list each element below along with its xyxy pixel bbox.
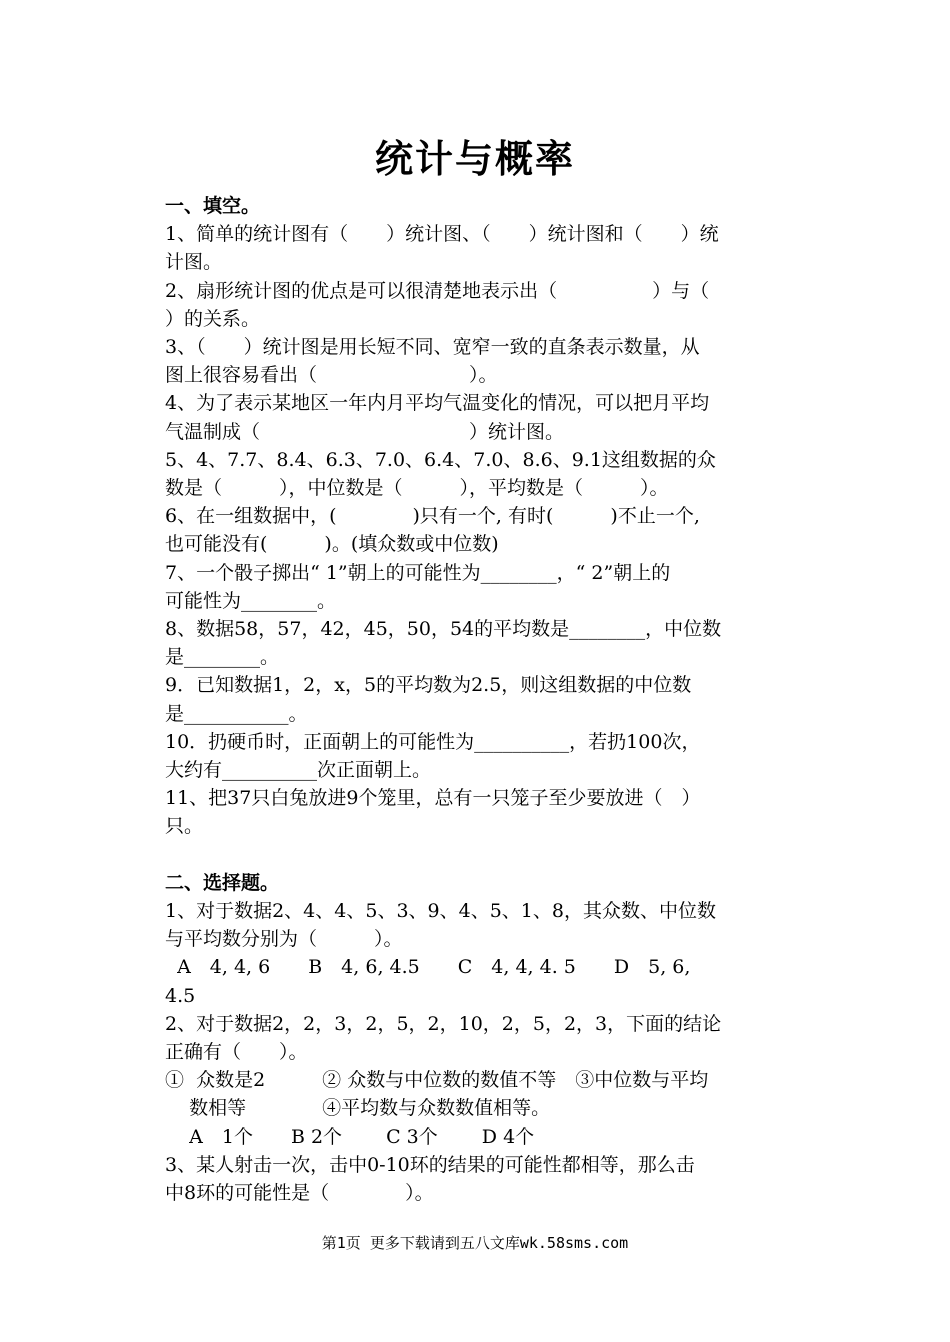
text-line: 11、把37只白兔放进9个笼里，总有一只笼子至少要放进（ ） [165, 787, 701, 810]
text-line: 与平均数分别为（ ）。 [165, 928, 403, 951]
text-line: 2、对于数据2，2，3，2，5，2，10，2，5，2，3，下面的结论 [165, 1012, 722, 1035]
text-line: 7、一个骰子掷出“ 1”朝上的可能性为________，“ 2”朝上的 [165, 561, 671, 584]
text-line: 数相等 ④平均数与众数数值相等。 [165, 1097, 551, 1120]
text-line: 2、扇形统计图的优点是可以很清楚地表示出（ ）与（ [165, 279, 710, 302]
section-heading-fill-in: 一、填空。 [165, 195, 261, 217]
text-line: 图上很容易看出（ ）。 [165, 364, 498, 387]
section-heading-multiple-choice: 二、选择题。 [165, 871, 280, 894]
text-line: ）的关系。 [165, 307, 261, 330]
text-line: 6、在一组数据中，( )只有一个, 有时( )不止一个, [165, 505, 700, 528]
page-title: 统计与概率 [374, 137, 575, 181]
text-line: 中8环的可能性是（ ）。 [165, 1182, 434, 1205]
text-line: A 1个 B 2个 C 3个 D 4个 [165, 1125, 535, 1148]
text-line: 10．扔硬币时，正面朝上的可能性为__________，若扔100次， [165, 730, 701, 753]
text-line: 4、为了表示某地区一年内月平均气温变化的情况，可以把月平均 [165, 392, 710, 415]
document-body [165, 192, 790, 1207]
text-line: 1、对于数据2、4、4、5、3、9、4、5、1、8，其众数、中位数 [165, 900, 716, 923]
text-line: 1、简单的统计图有（ ）统计图、（ ）统计图和（ ）统 [165, 223, 719, 246]
text-line: 可能性为________。 [165, 589, 337, 612]
text-line: 大约有__________次正面朝上。 [165, 759, 432, 782]
text-line: 4.5 [165, 984, 196, 1007]
text-line: 只。 [165, 815, 204, 838]
text-line: 9．已知数据1，2，x，5的平均数为2.5，则这组数据的中位数 [165, 674, 692, 697]
text-line: A 4, 4, 6 B 4, 6, 4.5 C 4, 4, 4. 5 D 5, 6, [165, 956, 691, 979]
page-footer: 第1页 更多下载请到五八文库wk.58sms.com [321, 1234, 629, 1252]
text-line: 也可能没有( )。(填众数或中位数) [165, 533, 499, 556]
text-line: 3、某人射击一次，击中0-10环的结果的可能性都相等，那么击 [165, 1153, 695, 1176]
text-line: 数是（ ），中位数是（ ），平均数是（ ）。 [165, 477, 669, 500]
multiple-choice-questions [165, 897, 790, 1207]
text-line: 是________。 [165, 646, 280, 669]
text-line: 是___________。 [165, 702, 308, 725]
spacer [165, 841, 790, 869]
text-line: 8、数据58，57，42，45，50，54的平均数是________，中位数 [165, 618, 722, 641]
text-line: ① 众数是2 ② 众数与中位数的数值不等 ③中位数与平均 [165, 1069, 709, 1092]
fill-in-questions [165, 220, 790, 840]
text-line: 5、4、7.7、8.4、6.3、7.0、6.4、7.0、8.6、9.1这组数据的众 [165, 448, 716, 471]
text-line: 气温制成（ ）统计图。 [165, 420, 565, 443]
text-line: 正确有（ ）。 [165, 1041, 308, 1064]
text-line: 计图。 [165, 251, 223, 274]
text-line: 3、（ ）统计图是用长短不同、宽窄一致的直条表示数量，从 [165, 336, 700, 359]
